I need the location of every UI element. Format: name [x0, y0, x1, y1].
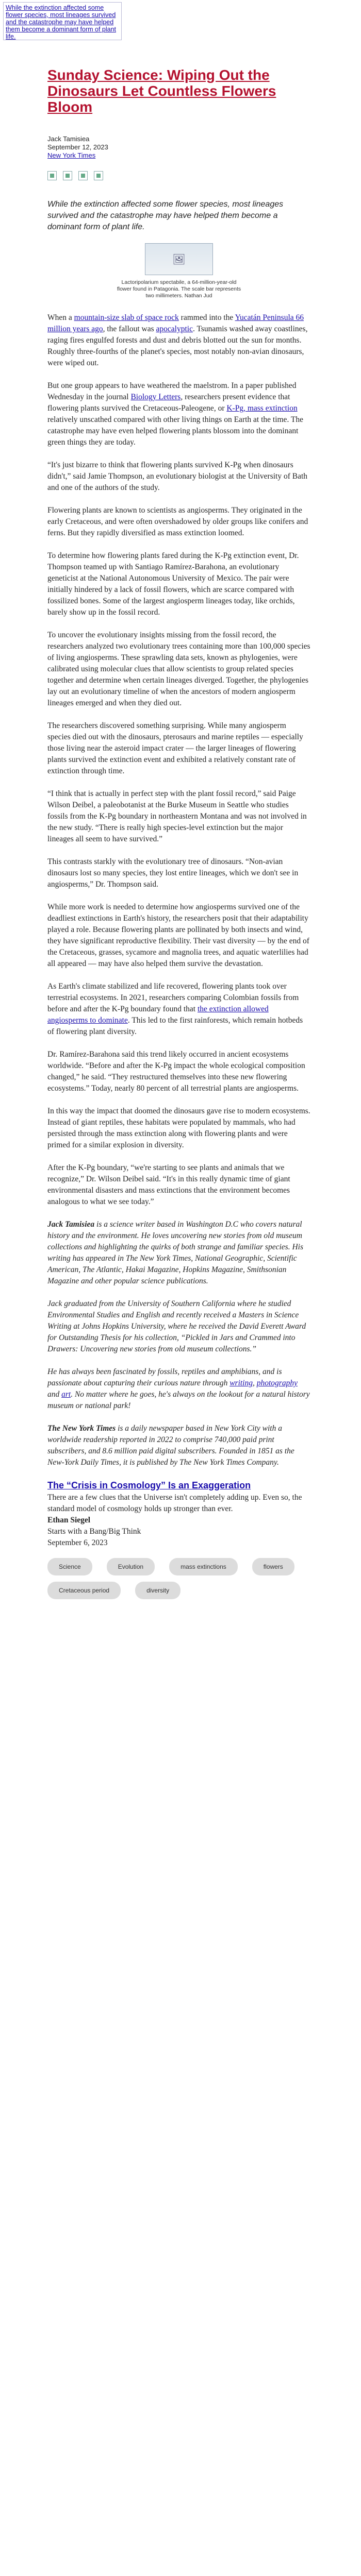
inline-link[interactable]: photography: [256, 1379, 298, 1387]
body-paragraph: This contrasts starkly with the evolutionary tree of dinosaurs. “Non-avian dinosaurs lost so many species, they lost entire lineages, which we don't see in angiosperms,” Dr. Thompson said.: [47, 857, 299, 889]
body-paragraph: But one group appears to have weathered the maelstrom. In a paper published Wednesday in the journal Biology Letters, researchers present evidence that flowering plants survived the Cretaceous-Paleogene, or K-Pg, mass extinction relatively unscathed compared with other living things on Earth at the time. The catastrophe may have even helped flowering plants blossom into the dominant green things they are today.: [47, 381, 304, 447]
bio-paragraph: Jack Tamisiea is a science writer based in Washington D.C who covers natural history and the environment. He loves uncovering new stories from old museum collections and highlighting the quirks of both strange and familiar species. His writing has appeared in The New York Times, National Geographic, Scientific American, The Atlantic, Hakai Magazine, Hopkins Magazine, Smithsonian Magazine and other popular science publications.: [47, 1220, 303, 1285]
related-author: Ethan Siegel: [47, 1516, 91, 1524]
bio-paragraph: The New York Times is a daily newspaper based in New York City with a worldwide readership reported in 2022 to comprise 740,000 paid print subscribers, and 8.6 million paid digital subscribers. Founded in 1851 as the New-York Daily Times, it is published by The New York Times Company.: [47, 1424, 294, 1467]
bio-paragraph: Jack graduated from the University of Southern California where he studied Environmental Studies and English and recently received a Masters in Science Writing at Johns Hopkins University, where he received the David Everett Award for Outstanding Thesis for his collection, “Pickled in Jars and Crammed into Drawers: Uncovering new stories from old museum collections.”: [47, 1299, 306, 1353]
publisher-name: The New York Times: [47, 1424, 116, 1433]
tag-pill[interactable]: flowers: [252, 1558, 294, 1575]
inline-link[interactable]: apocalyptic: [156, 325, 193, 333]
body-paragraph: To determine how flowering plants fared during the K-Pg extinction event, Dr. Thompson teamed up with Santiago Ramírez-Barahona, an evolutionary geneticist at the National Autonomous University of Mexico. The pair were initially hindered by a lack of fossil flowers, which are scarce compared with fossilized bones. Some of the largest angiosperm lineages today, like orchids, barely show up in the fossil record.: [47, 551, 299, 617]
inline-link[interactable]: writing: [229, 1379, 253, 1387]
body-paragraph: To uncover the evolutionary insights missing from the fossil record, the researchers analyzed two evolutionary trees containing more than 100,000 species of living angiosperms. These sprawling data sets, known as phylogenies, were calibrated using molecular clues that allow scientists to group related species together and determine when certain lineages diverged. Together, the phylogenies lay out an evolutionary timeline of when the ancestors of modern angiosperm lineages emerged and when they died out.: [47, 631, 310, 707]
publish-date: September 12, 2023: [47, 143, 108, 151]
image-placeholder-icon: 🖼: [145, 243, 213, 275]
tag-list: [47, 1558, 310, 1599]
tag-pill[interactable]: Evolution: [107, 1558, 155, 1575]
body-paragraph: As Earth's climate stabilized and life recovered, flowering plants took over terrestrial ecosystems. In 2021, researchers comparing Colombian fossils from before and after the K-Pg boundary found that the extinction allowed angiosperms to dominate. This led to the first rainforests, which remain hotbeds of flowering plant diversity.: [47, 982, 303, 1036]
inline-link[interactable]: art: [61, 1390, 71, 1399]
article-dek: While the extinction affected some flower species, most lineages survived and the catastrophe may have helped them become a dominant form of plant life.: [47, 200, 284, 231]
related-article-title[interactable]: The “Crisis in Cosmology” Is an Exaggeration: [47, 1480, 251, 1490]
article-title[interactable]: Sunday Science: Wiping Out the Dinosaurs Let Countless Flowers Bloom: [47, 67, 276, 115]
twitter-icon[interactable]: [63, 171, 72, 180]
author-name: Jack Tamisiea: [47, 135, 90, 143]
hero-image-link[interactable]: While the extinction affected some flower species, most lineages survived and the catastrophe may have helped them become a dominant form of plant life.: [3, 2, 122, 40]
article-figure: [47, 243, 310, 299]
tag-pill[interactable]: Science: [47, 1558, 92, 1575]
article-meta: [47, 135, 310, 160]
body-paragraph: Dr. Ramírez-Barahona said this trend likely occurred in ancient ecosystems worldwide. “Before and after the K-Pg impact the whole ecological composition changed,” he said. “They restructured themselves into these new flowering ecosystems.” Today, nearly 80 percent of all terrestrial plants are angiosperms.: [47, 1050, 305, 1093]
inline-link[interactable]: the extinction allowed angiosperms to dominate: [47, 1005, 269, 1025]
publication-link[interactable]: New York Times: [47, 151, 96, 159]
inline-link[interactable]: Biology Letters: [130, 393, 181, 401]
related-source: Starts with a Bang/Big Think: [47, 1527, 141, 1536]
inline-link[interactable]: K-Pg, mass extinction: [226, 404, 298, 413]
body-paragraph: “It's just bizarre to think that flowering plants survived K-Pg when dinosaurs didn't,” said Jamie Thompson, an evolutionary biologist at the University of Bath and one of the authors of the study.: [47, 461, 308, 492]
link-icon[interactable]: [94, 171, 103, 180]
body-paragraph: Flowering plants are known to scientists as angiosperms. They originated in the early Cretaceous, and were often overshadowed by older groups like conifers and ferns. But they rapidly diversified as mass extinction loomed.: [47, 506, 308, 537]
figure-caption: Lactoripolarium spectabile, a 64-million-year-old flower found in Patagonia. The scale bar represents two millimeters. Nathan Jud: [117, 279, 241, 299]
share-bar: [47, 171, 310, 180]
bio-paragraph: He has always been fascinated by fossils, reptiles and amphibians, and is passionate about capturing their curious nature through writing, photography and art. No matter where he goes, he's always on the lookout for a natural history museum or national park!: [47, 1367, 310, 1410]
body-paragraph: “I think that is actually in perfect step with the plant fossil record,” said Paige Wilson Deibel, a paleobotanist at the Burke Museum in Seattle who studies fossils from the K-Pg boundary in northeastern Montana and was not involved in the new study. “There is really high species-level extinction but the major lineages all seem to have survived.”: [47, 789, 307, 843]
inline-link[interactable]: Yucatán Peninsula 66 million years ago: [47, 313, 304, 333]
tag-pill[interactable]: diversity: [135, 1582, 180, 1599]
related-summary: There are a few clues that the Universe isn't completely adding up. Even so, the standard model of cosmology holds up stronger than ever.: [47, 1493, 302, 1513]
related-date: September 6, 2023: [47, 1538, 108, 1547]
body-paragraph: The researchers discovered something surprising. While many angiosperm species died out with the dinosaurs, pterosaurs and marine reptiles — especially those living near the asteroid impact crater — the larger lineages of flowering plants survived the extinction event and exhibited a relatively constant rate of extinction through time.: [47, 721, 303, 775]
email-icon[interactable]: [78, 171, 88, 180]
body-paragraph: When a mountain-size slab of space rock rammed into the Yucatán Peninsula 66 million years ago, the fallout was apocalyptic. Tsunamis washed away coastlines, raging fires engulfed forests and dust and debris blotted out the sun for months. Roughly three-fourths of the planet's species, most notably non-avian dinosaurs, were wiped out.: [47, 313, 308, 367]
body-paragraph: In this way the impact that doomed the dinosaurs gave rise to modern ecosystems. Instead of giant reptiles, these habitats were populated by mammals, who had persisted through the mass extinction along with flowering plants and were primed for a similar explosion in diversity.: [47, 1107, 310, 1149]
bio-author-name: Jack Tamisiea: [47, 1220, 95, 1229]
inline-link[interactable]: mountain-size slab of space rock: [74, 313, 179, 322]
facebook-icon[interactable]: [47, 171, 57, 180]
tag-pill[interactable]: mass extinctions: [169, 1558, 238, 1575]
tag-pill[interactable]: Cretaceous period: [47, 1582, 121, 1599]
body-paragraph: While more work is needed to determine how angiosperms survived one of the deadliest extinctions in Earth's history, the researchers posit that their adaptability played a role. Because flowering plants are pollinated by both insects and wind, they have significant reproductive flexibility. Their vast diversity — by the end of the Cretaceous, grasses, sycamore and magnolia trees, and aquatic waterlilies had all appeared — may have also helped them survive the devastation.: [47, 903, 309, 968]
body-paragraph: After the K-Pg boundary, “we're starting to see plants and animals that we recognize,” Dr. Wilson Deibel said. “It's in this really dynamic time of giant environmental disasters and mass extinctions that the environment becomes analogous to what we see today.”: [47, 1163, 290, 1206]
article-body: [47, 312, 310, 1599]
related-article: [47, 1480, 310, 1549]
author-bio: [47, 1219, 310, 1468]
